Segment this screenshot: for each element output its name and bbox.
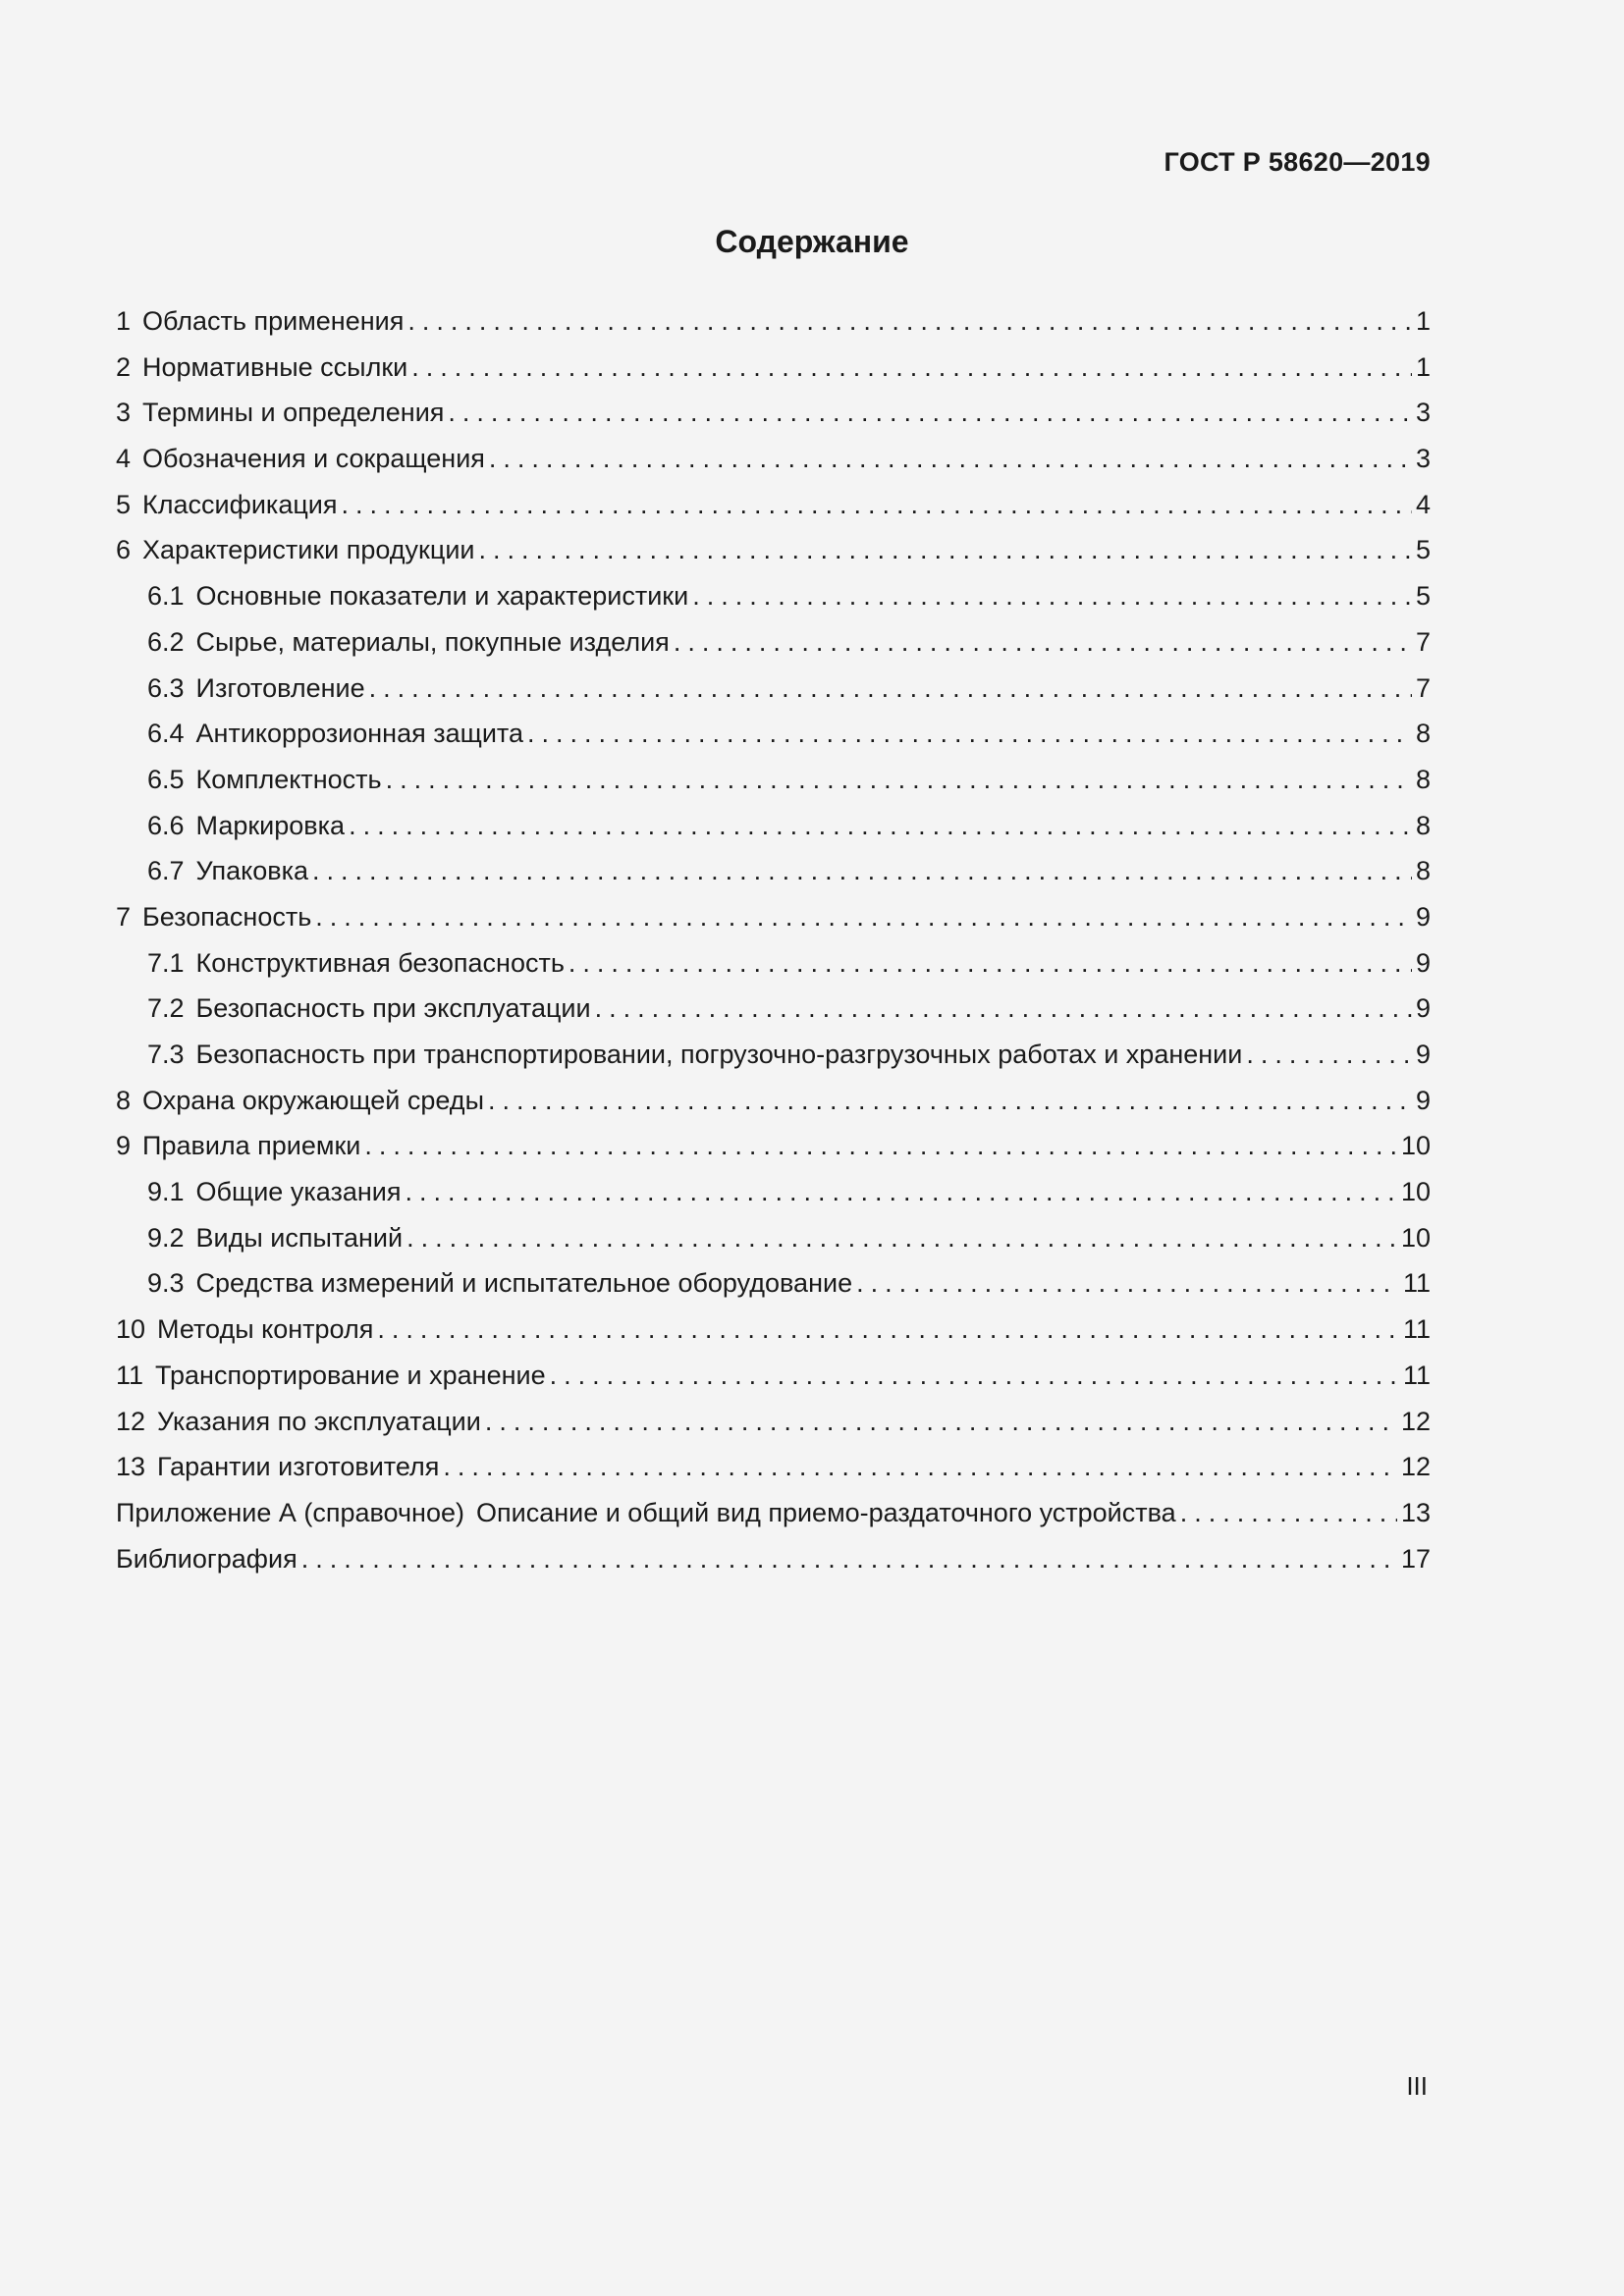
toc-entry[interactable] [116, 573, 1431, 619]
toc-entry-number: Приложение А (справочное) [116, 1497, 464, 1527]
dot-leader [550, 1353, 1399, 1399]
toc-entry-page: 1 [1415, 306, 1431, 336]
toc-entry[interactable] [116, 1444, 1431, 1490]
toc-entry-number: 9.1 [147, 1177, 185, 1207]
toc-entry-label: Общие указания [195, 1177, 402, 1207]
toc-entry[interactable] [116, 527, 1431, 573]
toc-entry-number: 6.5 [147, 764, 185, 794]
toc-entry[interactable] [116, 436, 1431, 482]
toc-entry-page: 9 [1415, 1040, 1431, 1069]
dot-leader [377, 1307, 1399, 1353]
dot-leader [595, 986, 1412, 1032]
toc-entry-number: 10 [116, 1314, 146, 1345]
toc-entry[interactable] [116, 482, 1431, 528]
toc-entry-label: Сырье, материалы, покупные изделия [195, 626, 670, 657]
toc-entry-page: 17 [1400, 1543, 1431, 1574]
toc-entry-label: Комплектность [195, 764, 382, 794]
toc-entry-label: Библиография [116, 1543, 298, 1574]
toc-entry-page: 1 [1415, 351, 1431, 382]
dot-leader [568, 940, 1412, 987]
table-of-contents [116, 298, 1431, 1581]
dot-leader [407, 298, 1412, 345]
toc-entry[interactable] [116, 1307, 1431, 1353]
toc-entry[interactable] [116, 1260, 1431, 1307]
toc-entry-number: 6.3 [147, 672, 185, 703]
toc-entry-page: 11 [1402, 1268, 1431, 1299]
dot-leader [856, 1260, 1399, 1307]
dot-leader [315, 894, 1412, 940]
dot-leader [489, 436, 1412, 482]
dot-leader [386, 757, 1412, 803]
toc-entry-page: 5 [1415, 581, 1431, 612]
toc-entry-label: Характеристики продукции [142, 535, 475, 565]
toc-entry-page: 9 [1415, 901, 1431, 932]
dot-leader [1246, 1032, 1412, 1078]
toc-entry-number: 9 [116, 1131, 132, 1161]
dot-leader [488, 1078, 1412, 1124]
toc-entry-page: 5 [1415, 535, 1431, 565]
toc-entry-page: 11 [1402, 1314, 1431, 1345]
toc-entry-number: 6 [116, 535, 132, 565]
toc-entry-number: 4 [116, 444, 132, 474]
toc-entry[interactable] [116, 711, 1431, 757]
toc-entry[interactable] [116, 757, 1431, 803]
toc-entry-label: Безопасность при эксплуатации [195, 993, 591, 1024]
toc-entry[interactable] [116, 1078, 1431, 1124]
toc-entry-number: 6.6 [147, 810, 185, 840]
toc-entry[interactable] [116, 986, 1431, 1032]
toc-entry-number: 3 [116, 398, 132, 428]
dot-leader [301, 1536, 1397, 1582]
toc-entry-page: 3 [1415, 398, 1431, 428]
toc-entry-page: 7 [1415, 626, 1431, 657]
toc-entry-label: Термины и определения [142, 398, 445, 428]
toc-entry-label: Виды испытаний [195, 1222, 404, 1253]
toc-entry-number: 7.2 [147, 993, 185, 1024]
toc-entry[interactable] [116, 298, 1431, 345]
toc-entry-page: 7 [1415, 672, 1431, 703]
toc-entry-page: 11 [1402, 1360, 1431, 1390]
dot-leader [1180, 1490, 1397, 1536]
dot-leader [349, 803, 1412, 849]
toc-entry-page: 10 [1400, 1131, 1431, 1161]
toc-entry-number: 7 [116, 901, 132, 932]
toc-entry[interactable] [116, 894, 1431, 940]
toc-entry-page: 13 [1400, 1497, 1431, 1527]
toc-entry-number: 2 [116, 351, 132, 382]
toc-entry-page: 8 [1415, 764, 1431, 794]
toc-entry-label: Средства измерений и испытательное оборудование [195, 1268, 853, 1299]
toc-entry-label: Безопасность [142, 901, 312, 932]
toc-entry[interactable] [116, 619, 1431, 666]
toc-entry[interactable] [116, 1123, 1431, 1169]
toc-entry-label: Классификация [142, 489, 338, 519]
toc-entry-page: 3 [1415, 444, 1431, 474]
toc-entry-label: Указания по эксплуатации [157, 1406, 481, 1436]
toc-entry-page: 9 [1415, 993, 1431, 1024]
toc-entry[interactable] [116, 1490, 1431, 1536]
toc-entry-label: Конструктивная безопасность [195, 947, 565, 978]
toc-entry[interactable] [116, 1215, 1431, 1261]
toc-entry-label: Маркировка [195, 810, 346, 840]
toc-entry-number: 11 [116, 1360, 144, 1390]
toc-entry-label: Изготовление [195, 672, 365, 703]
toc-entry[interactable] [116, 666, 1431, 712]
toc-entry[interactable] [116, 1353, 1431, 1399]
toc-entry-page: 8 [1415, 810, 1431, 840]
toc-entry-label: Безопасность при транспортировании, погрузочно-разгрузочных работах и хранении [195, 1040, 1243, 1069]
toc-entry[interactable] [116, 940, 1431, 987]
toc-entry-number: 6.7 [147, 856, 185, 886]
dot-leader [674, 619, 1412, 666]
toc-entry-page: 10 [1400, 1222, 1431, 1253]
page-number: III [1406, 2071, 1428, 2101]
toc-entry-number: 6.4 [147, 719, 185, 749]
toc-entry-number: 7.3 [147, 1040, 185, 1069]
toc-entry-label: Основные показатели и характеристики [195, 581, 689, 612]
document-code: ГОСТ Р 58620—2019 [1164, 147, 1431, 177]
toc-entry[interactable] [116, 345, 1431, 391]
toc-entry[interactable] [116, 1399, 1431, 1445]
toc-entry-number: 6.1 [147, 581, 185, 612]
toc-entry-page: 12 [1400, 1406, 1431, 1436]
toc-entry-page: 4 [1415, 489, 1431, 519]
dot-leader [364, 1123, 1397, 1169]
dot-leader [405, 1169, 1396, 1215]
toc-entry-page: 8 [1415, 856, 1431, 886]
toc-entry-page: 9 [1415, 947, 1431, 978]
toc-entry-number: 6.2 [147, 626, 185, 657]
toc-entry-label: Описание и общий вид приемо-раздаточного устройства [475, 1497, 1176, 1527]
toc-entry-page: 10 [1400, 1177, 1431, 1207]
toc-entry-number: 1 [116, 306, 132, 336]
dot-leader [312, 848, 1412, 894]
toc-entry-number: 5 [116, 489, 132, 519]
toc-entry-label: Гарантии изготовителя [157, 1452, 440, 1482]
toc-entry[interactable] [116, 1536, 1431, 1582]
toc-entry[interactable] [116, 848, 1431, 894]
toc-entry-label: Методы контроля [157, 1314, 374, 1345]
toc-entry-label: Правила приемки [142, 1131, 361, 1161]
toc-entry-page: 8 [1415, 719, 1431, 749]
toc-entry[interactable] [116, 1032, 1431, 1078]
toc-entry-page: 9 [1415, 1085, 1431, 1115]
toc-entry-label: Транспортирование и хранение [155, 1360, 546, 1390]
dot-leader [443, 1444, 1397, 1490]
toc-entry-label: Область применения [142, 306, 405, 336]
toc-entry-page: 12 [1400, 1452, 1431, 1482]
toc-entry-number: 8 [116, 1085, 132, 1115]
dot-leader [342, 482, 1412, 528]
dot-leader [369, 666, 1412, 712]
toc-entry-label: Упаковка [195, 856, 309, 886]
toc-entry-number: 7.1 [147, 947, 185, 978]
dot-leader [448, 390, 1412, 436]
dot-leader [692, 573, 1412, 619]
toc-entry-label: Антикоррозионная защита [195, 719, 523, 749]
dot-leader [411, 345, 1412, 391]
toc-title: Содержание [715, 224, 909, 259]
dot-leader [406, 1215, 1397, 1261]
dot-leader [478, 527, 1411, 573]
toc-entry-number: 12 [116, 1406, 146, 1436]
dot-leader [485, 1399, 1397, 1445]
toc-entry-number: 9.3 [147, 1268, 185, 1299]
toc-entry[interactable] [116, 1169, 1431, 1215]
dot-leader [527, 711, 1412, 757]
toc-entry-label: Обозначения и сокращения [142, 444, 485, 474]
toc-entry-label: Охрана окружающей среды [142, 1085, 484, 1115]
toc-entry-number: 13 [116, 1452, 146, 1482]
toc-entry[interactable] [116, 803, 1431, 849]
toc-entry[interactable] [116, 390, 1431, 436]
toc-entry-label: Нормативные ссылки [142, 351, 408, 382]
toc-entry-number: 9.2 [147, 1222, 185, 1253]
